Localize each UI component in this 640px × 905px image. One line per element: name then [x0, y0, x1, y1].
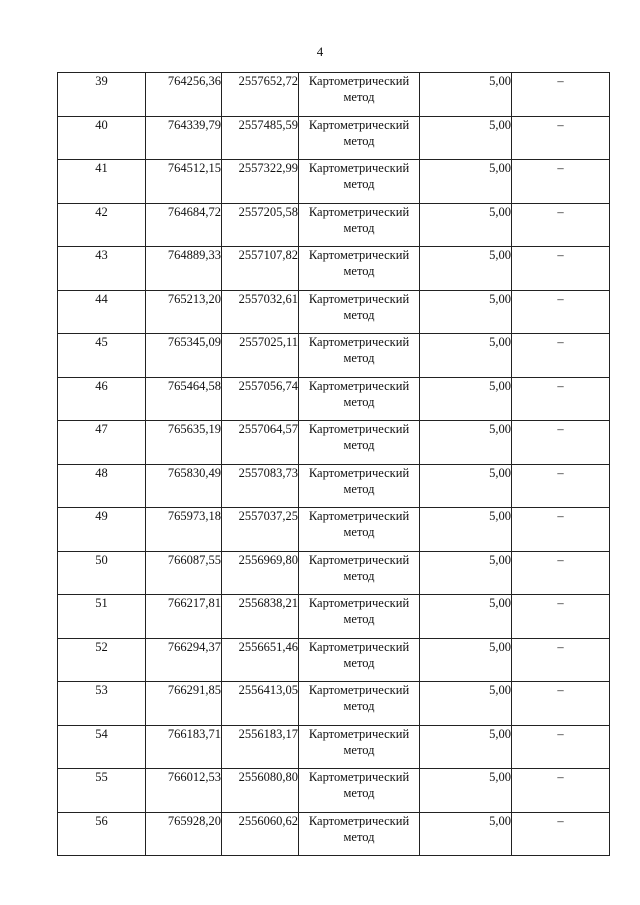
accuracy-cell: 5,00: [420, 377, 512, 421]
point-number-cell: 55: [58, 769, 146, 813]
method-line-2: метод: [343, 655, 375, 670]
x-coordinate-cell: 765973,18: [146, 508, 222, 552]
description-cell: –: [512, 638, 610, 682]
table-row: [58, 638, 610, 682]
table-row: [58, 160, 610, 204]
method-line-1: Картометрический: [308, 117, 410, 132]
method-line-1: Картометрический: [308, 552, 410, 567]
method-line-1: Картометрический: [308, 683, 410, 697]
x-coordinate-cell: 764256,36: [146, 73, 222, 117]
table-row: [58, 682, 610, 726]
y-coordinate-cell: 2557032,61: [222, 290, 299, 334]
method-cell: [299, 116, 420, 160]
y-coordinate-cell: 2556060,62: [222, 812, 299, 856]
accuracy-cell: 5,00: [420, 508, 512, 552]
method-line-1: Картометрический: [308, 74, 410, 88]
description-cell: –: [512, 73, 610, 117]
method-line-2: метод: [343, 264, 375, 278]
description-cell: –: [512, 551, 610, 595]
method-cell: [299, 160, 420, 204]
accuracy-cell: 5,00: [420, 421, 512, 465]
method-line-2: метод: [343, 220, 375, 235]
description-cell: –: [512, 421, 610, 465]
description-cell: –: [512, 116, 610, 160]
description-cell: –: [512, 769, 610, 813]
point-number-cell: 48: [58, 464, 146, 508]
accuracy-cell: 5,00: [420, 203, 512, 247]
y-coordinate-cell: 2556969,80: [222, 551, 299, 595]
description-cell: –: [512, 247, 610, 291]
description-cell: –: [512, 595, 610, 639]
y-coordinate-cell: 2557107,82: [222, 247, 299, 291]
description-cell: –: [512, 812, 610, 856]
method-line-1: Картометрический: [308, 726, 410, 741]
method-line-2: метод: [343, 786, 375, 800]
point-number-cell: 53: [58, 682, 146, 726]
point-number-cell: 45: [58, 334, 146, 378]
y-coordinate-cell: 2556651,46: [222, 638, 299, 682]
x-coordinate-cell: 765345,09: [146, 334, 222, 378]
point-number-cell: 47: [58, 421, 146, 465]
method-cell: [299, 769, 420, 813]
y-coordinate-cell: 2556413,05: [222, 682, 299, 726]
y-coordinate-cell: 2557037,25: [222, 508, 299, 552]
description-cell: –: [512, 160, 610, 204]
table-row: [58, 377, 610, 421]
description-cell: –: [512, 682, 610, 726]
method-line-2: метод: [343, 177, 375, 191]
method-cell: [299, 290, 420, 334]
point-number-cell: 54: [58, 725, 146, 769]
method-cell: [299, 508, 420, 552]
x-coordinate-cell: 765635,19: [146, 421, 222, 465]
x-coordinate-cell: 766294,37: [146, 638, 222, 682]
accuracy-cell: 5,00: [420, 551, 512, 595]
x-coordinate-cell: 766183,71: [146, 725, 222, 769]
accuracy-cell: 5,00: [420, 73, 512, 117]
method-line-2: метод: [343, 829, 375, 844]
table-row: [58, 725, 610, 769]
accuracy-cell: 5,00: [420, 812, 512, 856]
point-number-cell: 39: [58, 73, 146, 117]
method-line-2: метод: [343, 133, 375, 148]
x-coordinate-cell: 766012,53: [146, 769, 222, 813]
method-line-2: метод: [343, 481, 375, 496]
x-coordinate-cell: 764684,72: [146, 203, 222, 247]
point-number-cell: 49: [58, 508, 146, 552]
method-cell: [299, 203, 420, 247]
y-coordinate-cell: 2557083,73: [222, 464, 299, 508]
method-line-1: Картометрический: [308, 509, 410, 523]
x-coordinate-cell: 764889,33: [146, 247, 222, 291]
x-coordinate-cell: 764339,79: [146, 116, 222, 160]
method-line-2: метод: [343, 612, 375, 626]
table-row: [58, 551, 610, 595]
point-number-cell: 42: [58, 203, 146, 247]
table-row: [58, 116, 610, 160]
method-line-1: Картометрический: [308, 378, 410, 393]
x-coordinate-cell: 764512,15: [146, 160, 222, 204]
y-coordinate-cell: 2556183,17: [222, 725, 299, 769]
method-line-1: Картометрический: [308, 204, 410, 219]
method-cell: [299, 421, 420, 465]
y-coordinate-cell: 2557025,11: [222, 334, 299, 378]
table-row: [58, 203, 610, 247]
coordinates-table: [57, 72, 610, 856]
x-coordinate-cell: 766087,55: [146, 551, 222, 595]
point-number-cell: 56: [58, 812, 146, 856]
table-row: [58, 464, 610, 508]
accuracy-cell: 5,00: [420, 334, 512, 378]
table-row: [58, 247, 610, 291]
description-cell: –: [512, 334, 610, 378]
accuracy-cell: 5,00: [420, 725, 512, 769]
method-cell: [299, 247, 420, 291]
point-number-cell: 40: [58, 116, 146, 160]
x-coordinate-cell: 765213,20: [146, 290, 222, 334]
point-number-cell: 52: [58, 638, 146, 682]
method-cell: [299, 73, 420, 117]
table-row: [58, 334, 610, 378]
table-row: [58, 595, 610, 639]
accuracy-cell: 5,00: [420, 769, 512, 813]
table-body: [58, 73, 610, 856]
point-number-cell: 50: [58, 551, 146, 595]
x-coordinate-cell: 765464,58: [146, 377, 222, 421]
table-row: [58, 73, 610, 117]
x-coordinate-cell: 765830,49: [146, 464, 222, 508]
method-cell: [299, 812, 420, 856]
method-cell: [299, 682, 420, 726]
description-cell: –: [512, 203, 610, 247]
y-coordinate-cell: 2556080,80: [222, 769, 299, 813]
method-line-2: метод: [343, 699, 375, 713]
method-cell: [299, 595, 420, 639]
method-line-1: Картометрический: [308, 596, 410, 610]
table-row: [58, 421, 610, 465]
point-number-cell: 41: [58, 160, 146, 204]
x-coordinate-cell: 766291,85: [146, 682, 222, 726]
y-coordinate-cell: 2557652,72: [222, 73, 299, 117]
method-line-2: метод: [343, 568, 375, 583]
method-line-2: метод: [343, 394, 375, 409]
accuracy-cell: 5,00: [420, 160, 512, 204]
table-row: [58, 508, 610, 552]
y-coordinate-cell: 2557064,57: [222, 421, 299, 465]
method-line-2: метод: [343, 307, 375, 322]
x-coordinate-cell: 766217,81: [146, 595, 222, 639]
method-line-2: метод: [343, 742, 375, 757]
accuracy-cell: 5,00: [420, 290, 512, 334]
y-coordinate-cell: 2557056,74: [222, 377, 299, 421]
point-number-cell: 51: [58, 595, 146, 639]
accuracy-cell: 5,00: [420, 595, 512, 639]
point-number-cell: 43: [58, 247, 146, 291]
method-cell: [299, 377, 420, 421]
description-cell: –: [512, 725, 610, 769]
table-row: [58, 812, 610, 856]
accuracy-cell: 5,00: [420, 682, 512, 726]
y-coordinate-cell: 2557322,99: [222, 160, 299, 204]
y-coordinate-cell: 2556838,21: [222, 595, 299, 639]
method-line-2: метод: [343, 351, 375, 365]
method-cell: [299, 551, 420, 595]
method-line-1: Картометрический: [308, 335, 410, 349]
accuracy-cell: 5,00: [420, 116, 512, 160]
point-number-cell: 44: [58, 290, 146, 334]
y-coordinate-cell: 2557485,59: [222, 116, 299, 160]
method-line-1: Картометрический: [308, 161, 410, 175]
method-line-1: Картометрический: [308, 813, 410, 828]
method-line-1: Картометрический: [308, 770, 410, 784]
table-row: [58, 769, 610, 813]
method-line-2: метод: [343, 438, 375, 452]
y-coordinate-cell: 2557205,58: [222, 203, 299, 247]
accuracy-cell: 5,00: [420, 247, 512, 291]
method-line-1: Картометрический: [308, 422, 410, 436]
accuracy-cell: 5,00: [420, 464, 512, 508]
description-cell: –: [512, 464, 610, 508]
method-cell: [299, 725, 420, 769]
method-line-1: Картометрический: [308, 465, 410, 480]
method-cell: [299, 464, 420, 508]
method-cell: [299, 334, 420, 378]
description-cell: –: [512, 290, 610, 334]
method-line-2: метод: [343, 525, 375, 539]
point-number-cell: 46: [58, 377, 146, 421]
method-line-2: метод: [343, 90, 375, 104]
page-number: 4: [316, 44, 324, 59]
method-line-1: Картометрический: [308, 639, 410, 654]
accuracy-cell: 5,00: [420, 638, 512, 682]
description-cell: –: [512, 508, 610, 552]
description-cell: –: [512, 377, 610, 421]
method-line-1: Картометрический: [308, 291, 410, 306]
table-row: [58, 290, 610, 334]
method-cell: [299, 638, 420, 682]
method-line-1: Картометрический: [308, 248, 410, 262]
x-coordinate-cell: 765928,20: [146, 812, 222, 856]
